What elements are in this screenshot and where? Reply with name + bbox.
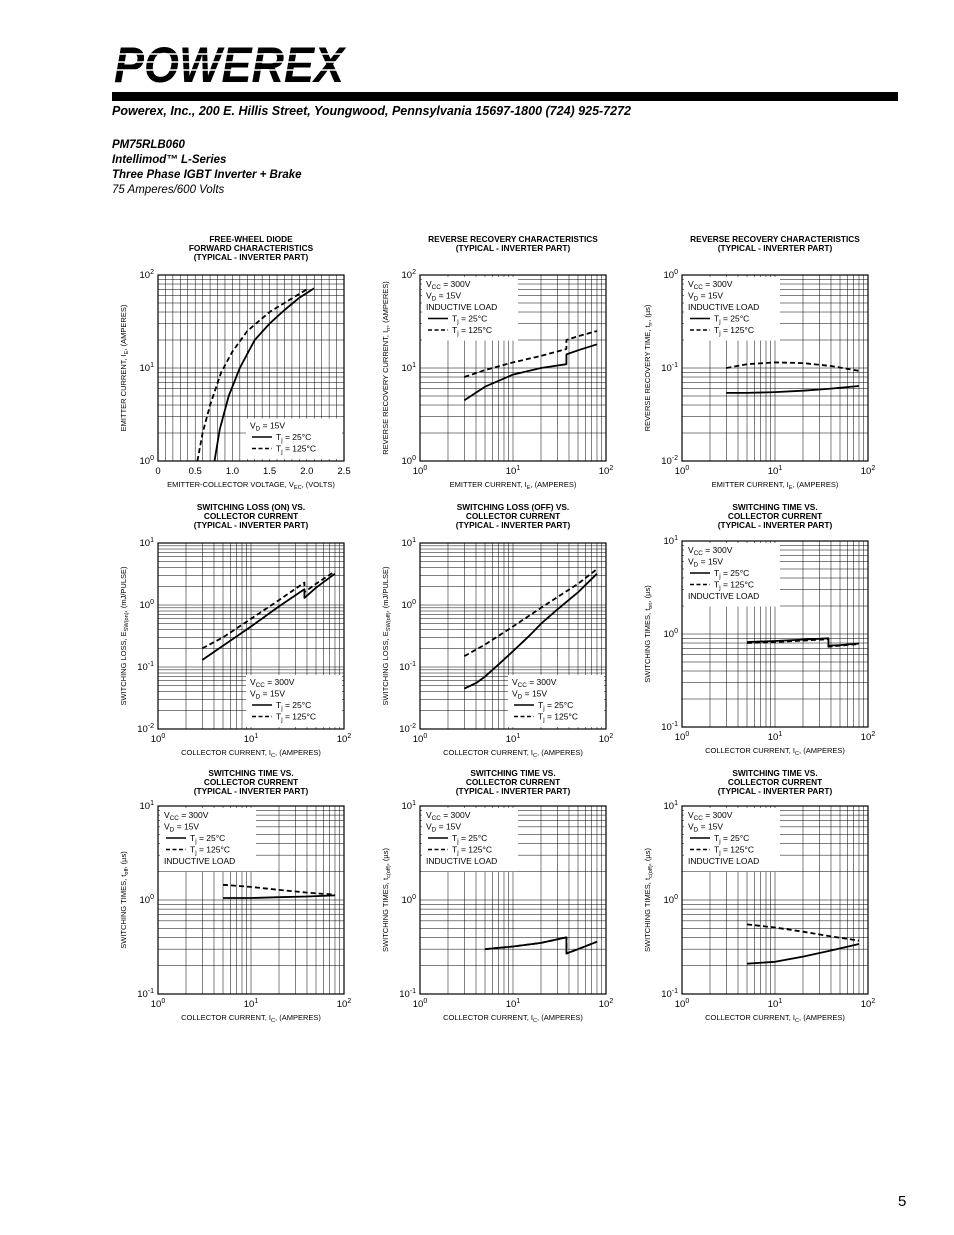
legend-entry: $V_D = 15V$ [426,290,462,303]
product-rating: 75 Amperes/600 Volts [112,184,225,196]
x-tick-label: $10^2$ [860,465,876,477]
legend-entry: $T_j = 125^\circ C$ [190,844,231,857]
x-tick-label: $10^2$ [860,998,876,1010]
y-tick-label: $10^0$ [139,599,154,611]
x-tick-label: $10^2$ [598,998,614,1010]
legend-entry: $T_j = 125^\circ C$ [276,443,317,456]
legend-entry: $T_j = 125^\circ C$ [452,844,493,857]
chart-switching-time-off [110,764,360,1032]
legend-entry: $T_j = 125^\circ C$ [276,711,317,724]
y-tick-label: $10^2$ [401,269,416,281]
legend-entry: $V_D = 15V$ [426,821,462,834]
legend-entry: INDUCTIVE LOAD [688,591,760,601]
legend-entry: $V_D = 15V$ [688,556,724,569]
y-tick-label: $10^2$ [139,269,154,281]
series-name: Intellimod™ L-Series [112,154,227,166]
chart-title: (TYPICAL - INVERTER PART) [455,520,571,530]
x-tick-label: 0 [155,466,161,477]
chart-title: SWITCHING TIME VS. [732,768,818,778]
chart-title: (TYPICAL - INVERTER PART) [455,786,571,796]
series-line-25c [726,386,859,393]
x-tick-label: 1.0 [225,466,240,477]
legend-entry: $V_D = 15V$ [164,821,200,834]
chart-title: (TYPICAL - INVERTER PART) [193,252,309,262]
y-tick-label: $10^1$ [401,537,416,549]
chart-title: (TYPICAL - INVERTER PART) [717,786,833,796]
legend-entry: $V_D = 15V$ [512,688,548,701]
chart-title: COLLECTOR CURRENT [727,777,823,787]
legend-entry: $V_D = 15V$ [250,688,286,701]
chart-recovery-time [632,230,880,495]
legend-entry: INDUCTIVE LOAD [688,302,760,312]
y-tick-label: $10^0$ [401,894,416,906]
legend-entry: INDUCTIVE LOAD [426,856,498,866]
y-tick-label: $10^1$ [663,800,678,812]
chart-title: REVERSE RECOVERY CHARACTERISTICS [690,234,860,244]
chart-title: (TYPICAL - INVERTER PART) [193,786,309,796]
x-tick-label: $10^0$ [674,465,690,477]
chart-switching-loss-on [110,498,360,763]
chart-switching-time-on [632,498,880,766]
legend-entry: $T_j = 125^\circ C$ [714,844,755,857]
legend-entry: $T_j = 125^\circ C$ [714,579,755,592]
chart-title: FORWARD CHARACTERISTICS [188,243,314,253]
y-tick-label: $10^0$ [663,894,678,906]
x-tick-label: $10^2$ [598,733,614,745]
x-tick-label: $10^1$ [505,733,521,745]
legend [246,419,342,460]
y-tick-label: $10^{-1}$ [137,661,154,673]
x-axis-label: EMITTER CURRENT, $I_E$, (AMPERES) [449,480,577,491]
legend-entry: INDUCTIVE LOAD [426,302,498,312]
series-line-125c [726,362,859,371]
x-tick-label: $10^0$ [412,465,428,477]
legend-entry: $V_D = 15V$ [250,420,286,433]
x-tick-label: $10^1$ [767,998,783,1010]
x-tick-label: $10^0$ [150,998,166,1010]
product-description: Three Phase IGBT Inverter + Brake [112,169,302,181]
chart-title: (TYPICAL - INVERTER PART) [455,243,571,253]
legend-entry: $T_j = 25^\circ C$ [452,833,488,845]
header-rule [112,92,898,101]
x-tick-label: $10^0$ [674,731,690,743]
legend-entry: $V_{CC} = 300V$ [164,810,209,822]
legend-entry: $V_D = 15V$ [688,821,724,834]
legend [422,808,518,872]
series-line-25c [464,574,597,689]
chart-title: COLLECTOR CURRENT [727,511,823,521]
legend-entry: $T_j = 25^\circ C$ [538,700,574,712]
legend-entry: $V_{CC} = 300V$ [426,810,471,822]
x-tick-label: $10^1$ [505,998,521,1010]
legend-entry: $V_{CC} = 300V$ [688,279,733,291]
chart-title: COLLECTOR CURRENT [203,777,299,787]
y-axis-label: SWITCHING TIMES, $t_{off}$, (µs) [119,851,130,949]
y-axis-label: SWITCHING LOSS, $E_{SW(off)}$, (mJ/PULSE) [381,566,392,706]
series-line-25c [202,574,335,660]
chart-title: COLLECTOR CURRENT [203,511,299,521]
chart-title: (TYPICAL - INVERTER PART) [193,520,309,530]
y-tick-label: $10^{-2}$ [399,723,416,735]
legend-entry: $T_j = 25^\circ C$ [714,568,750,580]
legend-entry: $T_j = 125^\circ C$ [538,711,579,724]
y-tick-label: $10^{-2}$ [661,455,678,467]
x-tick-label: $10^1$ [767,731,783,743]
x-tick-label: 1.5 [262,466,277,477]
chart-switching-loss-off [370,498,630,763]
y-tick-label: $10^1$ [139,537,154,549]
chart-title: COLLECTOR CURRENT [465,777,561,787]
chart-title: SWITCHING TIME VS. [208,768,294,778]
y-tick-label: $10^1$ [139,800,154,812]
logo-text: POWEREX [114,42,347,86]
x-axis-label: COLLECTOR CURRENT, $I_C$, (AMPERES) [443,748,583,759]
y-axis-label: SWITCHING TIMES, $t_{on}$, (µs) [643,585,654,683]
y-tick-label: $10^0$ [139,455,154,467]
x-tick-label: $10^0$ [674,998,690,1010]
legend-entry: INDUCTIVE LOAD [688,856,760,866]
x-tick-label: $10^0$ [150,733,166,745]
x-tick-label: $10^1$ [767,465,783,477]
legend-entry: $T_j = 125^\circ C$ [714,325,755,337]
chart-switching-time-coff-a [370,764,630,1032]
powerex-logo [112,42,348,86]
series-line-125c [464,569,597,656]
chart-switching-time-coff-b [632,764,880,1032]
chart-title: FREE-WHEEL DIODE [209,234,293,244]
y-tick-label: $10^{-1}$ [661,721,678,733]
x-tick-label: $10^1$ [243,998,259,1010]
y-tick-label: $10^0$ [401,599,416,611]
chart-title: SWITCHING LOSS (OFF) VS. [456,502,570,512]
legend-entry: $V_{CC} = 300V$ [250,677,295,689]
page-number: 5 [898,1193,907,1210]
chart-title: SWITCHING TIME VS. [732,502,818,512]
y-tick-label: $10^1$ [401,800,416,812]
x-axis-label: COLLECTOR CURRENT, $I_C$, (AMPERES) [181,748,321,759]
chart-title: (TYPICAL - INVERTER PART) [717,243,833,253]
legend-entry: $T_j = 125^\circ C$ [452,325,493,337]
y-tick-label: $10^{-1}$ [661,362,678,374]
legend-entry: $T_j = 25^\circ C$ [276,432,312,444]
legend [422,277,518,341]
y-tick-label: $10^0$ [663,269,678,281]
legend-entry: $V_{CC} = 300V$ [426,279,471,291]
legend-entry: $V_{CC} = 300V$ [688,545,733,557]
y-tick-label: $10^{-1}$ [399,988,416,1000]
part-number: PM75RLB060 [112,139,185,151]
y-axis-label: REVERSE RECOVERY CURRENT, $I_{rr}$, (AMPERES) [381,281,392,455]
legend [684,543,780,607]
legend [684,808,780,872]
x-tick-label: $10^2$ [336,998,352,1010]
x-tick-label: 2.5 [337,466,351,477]
legend [246,675,342,727]
legend-entry: $T_j = 25^\circ C$ [276,700,312,712]
y-axis-label: SWITCHING LOSS, $E_{SW(on)}$, (mJ/PULSE) [119,566,130,706]
y-axis-label: SWITCHING TIMES, $t_{c(off)}$, (µs) [643,848,654,952]
x-axis-label: COLLECTOR CURRENT, $I_C$, (AMPERES) [443,1013,583,1024]
chart-title: SWITCHING TIME VS. [470,768,556,778]
x-tick-label: $10^2$ [336,733,352,745]
legend [508,675,604,727]
legend-entry: $T_j = 25^\circ C$ [714,313,750,326]
x-tick-label: $10^0$ [412,733,428,745]
y-axis-label: REVERSE RECOVERY TIME, $t_{rr}$, (µs) [643,304,654,432]
x-tick-label: $10^1$ [505,465,521,477]
chart-recovery-current [370,230,630,495]
x-axis-label: EMITTER CURRENT, $I_E$, (AMPERES) [711,480,839,491]
y-tick-label: $10^1$ [401,362,416,374]
legend-entry: INDUCTIVE LOAD [164,856,236,866]
chart-title: SWITCHING LOSS (ON) VS. [196,502,306,512]
y-tick-label: $10^{-1}$ [399,661,416,673]
legend-entry: $V_D = 15V$ [688,290,724,303]
legend [684,277,780,341]
y-tick-label: $10^0$ [401,455,416,467]
chart-freewheel-forward [110,230,360,495]
legend-entry: $T_j = 25^\circ C$ [452,313,488,326]
legend [160,808,256,872]
y-tick-label: $10^0$ [663,628,678,640]
series-line-125c [202,571,335,648]
chart-title: (TYPICAL - INVERTER PART) [717,520,833,530]
x-tick-label: 2.0 [300,466,314,477]
y-axis-label: SWITCHING TIMES, $t_{c(off)}$, (µs) [381,848,392,952]
x-tick-label: $10^2$ [598,465,614,477]
y-axis-label: EMITTER CURRENT, $I_E$, (AMPERES) [119,304,130,432]
y-tick-label: $10^{-1}$ [137,988,154,1000]
y-tick-label: $10^1$ [663,535,678,547]
x-axis-label: COLLECTOR CURRENT, $I_C$, (AMPERES) [705,1013,845,1024]
legend-entry: $T_j = 25^\circ C$ [714,833,750,845]
y-tick-label: $10^0$ [139,894,154,906]
y-tick-label: $10^{-1}$ [661,988,678,1000]
company-address: Powerex, Inc., 200 E. Hillis Street, Youngwood, Pennsylvania 15697-1800 (724) 925-7272 [112,104,631,118]
chart-title: REVERSE RECOVERY CHARACTERISTICS [428,234,598,244]
legend-entry: $V_{CC} = 300V$ [512,677,557,689]
x-tick-label: $10^1$ [243,733,259,745]
x-tick-label: $10^2$ [860,731,876,743]
chart-title: COLLECTOR CURRENT [465,511,561,521]
x-axis-label: COLLECTOR CURRENT, $I_C$, (AMPERES) [181,1013,321,1024]
x-tick-label: $10^0$ [412,998,428,1010]
y-tick-label: $10^{-2}$ [137,723,154,735]
x-axis-label: EMITTER-COLLECTOR VOLTAGE, $V_{EC}$, (VOLTS) [167,480,335,491]
x-tick-label: 0.5 [188,466,202,477]
x-axis-label: COLLECTOR CURRENT, $I_C$, (AMPERES) [705,746,845,757]
legend-entry: $V_{CC} = 300V$ [688,810,733,822]
legend-entry: $T_j = 25^\circ C$ [190,833,226,845]
y-tick-label: $10^1$ [139,362,154,374]
